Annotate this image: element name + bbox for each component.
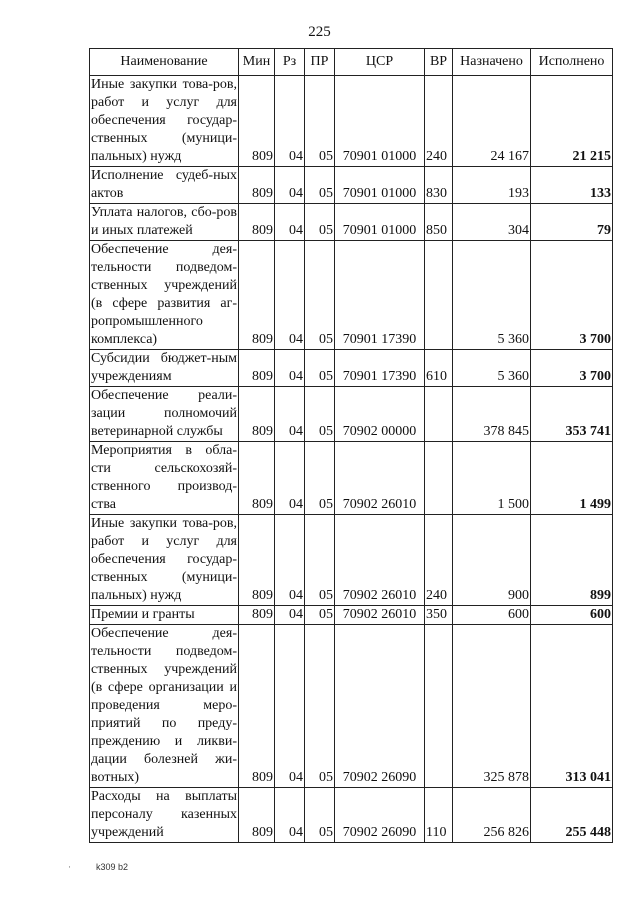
- cell-section: 04: [275, 387, 305, 442]
- cell-section: 04: [275, 350, 305, 387]
- cell-expense-type: 610: [425, 350, 453, 387]
- cell-target-article: 70901 01000: [335, 167, 425, 204]
- cell-ministry: 809: [239, 515, 275, 606]
- cell-subsection: 05: [305, 788, 335, 843]
- header-section: Рз: [275, 49, 305, 76]
- cell-assigned: 325 878: [453, 625, 531, 788]
- cell-assigned: 900: [453, 515, 531, 606]
- table-row: [90, 167, 613, 204]
- cell-name: Субсидии бюджет-ным учреждениям: [90, 350, 239, 387]
- cell-ministry: 809: [239, 788, 275, 843]
- cell-subsection: 05: [305, 76, 335, 167]
- header-expense-type: ВР: [425, 49, 453, 76]
- cell-executed: 600: [531, 606, 613, 625]
- cell-section: 04: [275, 241, 305, 350]
- table-row: [90, 76, 613, 167]
- cell-executed: 353 741: [531, 387, 613, 442]
- cell-target-article: 70901 01000: [335, 76, 425, 167]
- cell-assigned: 304: [453, 204, 531, 241]
- table-row: [90, 350, 613, 387]
- cell-executed: 255 448: [531, 788, 613, 843]
- cell-name: Мероприятия в обла-сти сельскохозяй-ственного производ-ства: [90, 442, 239, 515]
- header-executed: Исполнено: [531, 49, 613, 76]
- cell-executed: 21 215: [531, 76, 613, 167]
- cell-expense-type: [425, 442, 453, 515]
- cell-section: 04: [275, 204, 305, 241]
- cell-target-article: 70901 01000: [335, 204, 425, 241]
- cell-ministry: 809: [239, 241, 275, 350]
- cell-subsection: 05: [305, 387, 335, 442]
- header-name: Наименование: [90, 49, 239, 76]
- header-subsection: ПР: [305, 49, 335, 76]
- cell-assigned: 600: [453, 606, 531, 625]
- footer-mark: k309 b2: [96, 862, 129, 872]
- table-row: [90, 515, 613, 606]
- cell-target-article: 70902 26010: [335, 515, 425, 606]
- cell-section: 04: [275, 76, 305, 167]
- cell-executed: 79: [531, 204, 613, 241]
- cell-subsection: 05: [305, 350, 335, 387]
- cell-subsection: 05: [305, 167, 335, 204]
- cell-target-article: 70902 26010: [335, 442, 425, 515]
- page-number: 225: [308, 24, 331, 40]
- cell-assigned: 256 826: [453, 788, 531, 843]
- cell-subsection: 05: [305, 606, 335, 625]
- cell-subsection: 05: [305, 204, 335, 241]
- table-row: [90, 606, 613, 625]
- cell-name: Исполнение судеб-ных актов: [90, 167, 239, 204]
- table-row: [90, 204, 613, 241]
- table-row: [90, 442, 613, 515]
- table-row: [90, 788, 613, 843]
- cell-section: 04: [275, 515, 305, 606]
- table-body: [90, 76, 613, 843]
- cell-subsection: 05: [305, 515, 335, 606]
- cell-target-article: 70902 26090: [335, 625, 425, 788]
- cell-target-article: 70901 17390: [335, 241, 425, 350]
- cell-section: 04: [275, 167, 305, 204]
- cell-ministry: 809: [239, 625, 275, 788]
- cell-executed: 3 700: [531, 350, 613, 387]
- cell-ministry: 809: [239, 76, 275, 167]
- cell-name: Обеспечение реали-зации полномочий ветеринарной службы: [90, 387, 239, 442]
- footer-dot: ·: [68, 862, 71, 872]
- cell-section: 04: [275, 625, 305, 788]
- cell-subsection: 05: [305, 442, 335, 515]
- cell-ministry: 809: [239, 387, 275, 442]
- cell-name: Иные закупки това-ров, работ и услуг для обеспечения государ-ственных (муници-пальных) нужд: [90, 76, 239, 167]
- cell-expense-type: 830: [425, 167, 453, 204]
- header-ministry: Мин: [239, 49, 275, 76]
- cell-assigned: 5 360: [453, 350, 531, 387]
- cell-assigned: 378 845: [453, 387, 531, 442]
- cell-expense-type: [425, 387, 453, 442]
- cell-expense-type: 110: [425, 788, 453, 843]
- cell-name: Премии и гранты: [90, 606, 239, 625]
- cell-name: Расходы на выплаты персоналу казенных учреждений: [90, 788, 239, 843]
- cell-expense-type: [425, 625, 453, 788]
- cell-ministry: 809: [239, 204, 275, 241]
- budget-table: [89, 48, 613, 843]
- cell-name: Обеспечение дея-тельности подведом-ственных учреждений (в сфере развития аг-ропромышленного комплекса): [90, 241, 239, 350]
- header-target-article: ЦСР: [335, 49, 425, 76]
- cell-name: Уплата налогов, сбо-ров и иных платежей: [90, 204, 239, 241]
- cell-ministry: 809: [239, 442, 275, 515]
- cell-ministry: 809: [239, 606, 275, 625]
- table-row: [90, 241, 613, 350]
- cell-expense-type: 240: [425, 76, 453, 167]
- cell-name: Иные закупки това-ров, работ и услуг для обеспечения государ-ственных (муници-пальных) нужд: [90, 515, 239, 606]
- cell-expense-type: 240: [425, 515, 453, 606]
- cell-target-article: 70902 26090: [335, 788, 425, 843]
- cell-subsection: 05: [305, 241, 335, 350]
- cell-executed: 899: [531, 515, 613, 606]
- cell-executed: 1 499: [531, 442, 613, 515]
- table-row: [90, 625, 613, 788]
- cell-section: 04: [275, 442, 305, 515]
- cell-executed: 3 700: [531, 241, 613, 350]
- cell-target-article: 70901 17390: [335, 350, 425, 387]
- cell-target-article: 70902 26010: [335, 606, 425, 625]
- cell-target-article: 70902 00000: [335, 387, 425, 442]
- cell-section: 04: [275, 788, 305, 843]
- cell-executed: 313 041: [531, 625, 613, 788]
- cell-expense-type: 850: [425, 204, 453, 241]
- cell-expense-type: 350: [425, 606, 453, 625]
- cell-assigned: 193: [453, 167, 531, 204]
- cell-assigned: 5 360: [453, 241, 531, 350]
- cell-subsection: 05: [305, 625, 335, 788]
- cell-name: Обеспечение дея-тельности подведом-ственных учреждений (в сфере организации и проведения меро-приятий по преду-преждению и ликви-дации болезней жи-вотных): [90, 625, 239, 788]
- cell-expense-type: [425, 241, 453, 350]
- cell-assigned: 24 167: [453, 76, 531, 167]
- cell-ministry: 809: [239, 350, 275, 387]
- cell-executed: 133: [531, 167, 613, 204]
- table-header-row: [90, 49, 613, 76]
- table-row: [90, 387, 613, 442]
- cell-assigned: 1 500: [453, 442, 531, 515]
- cell-section: 04: [275, 606, 305, 625]
- header-assigned: Назначено: [453, 49, 531, 76]
- cell-ministry: 809: [239, 167, 275, 204]
